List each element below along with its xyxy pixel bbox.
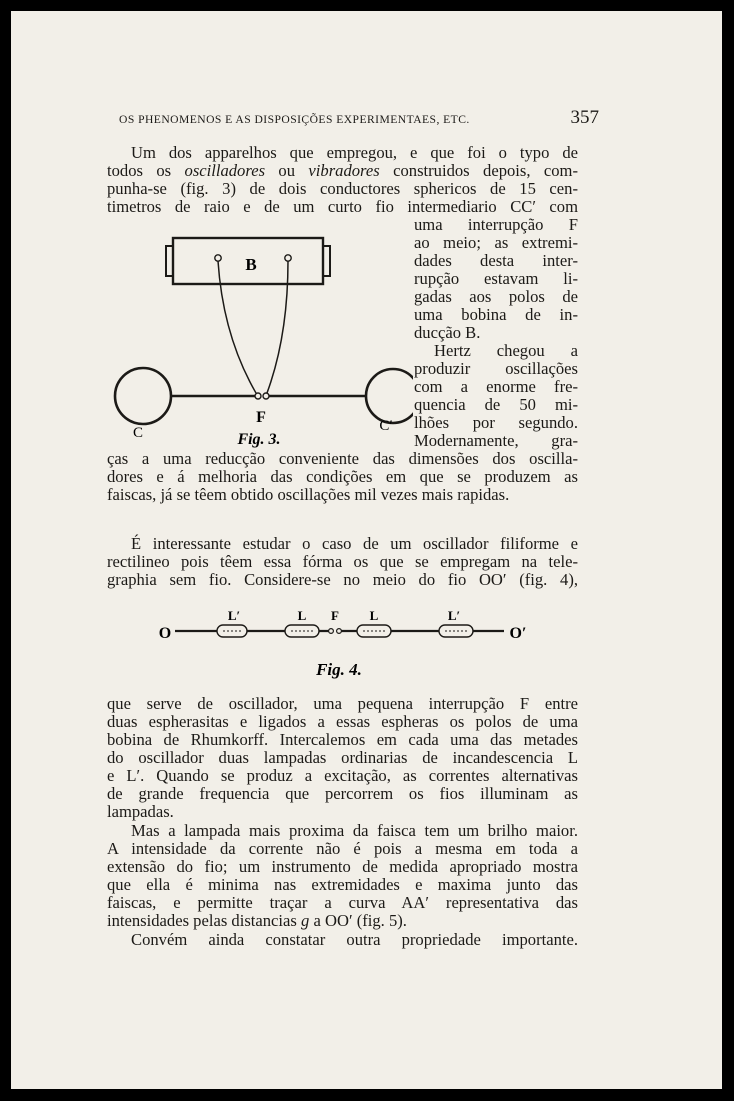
coil-terminal-right xyxy=(285,255,291,261)
end-o-label: O xyxy=(158,625,172,642)
figure-3-caption: Fig. 3. xyxy=(237,431,281,448)
para3-line2: duas espherasitas e ligados a essas espheras os polos de uma xyxy=(107,712,578,731)
figure-4-linear-oscillator xyxy=(157,611,557,691)
para1-narrow-13: Modernamente, gra- xyxy=(414,431,578,450)
para4-line2: A intensidade da corrente não é pois a mesma em toda a xyxy=(107,839,578,858)
para2-line3: graphia sem fio. Considere-se no meio do fio OO′ (fig. 4), xyxy=(107,570,578,589)
spark-ball-right xyxy=(263,393,269,399)
end-o-prime-label: O′ xyxy=(509,625,527,642)
para4-line1: Mas a lampada mais proxima da faisca tem um brilho maior. xyxy=(131,821,578,840)
para1-narrow-3: dades desta inter- xyxy=(414,251,578,270)
sphere-c-prime-label: C′ xyxy=(379,418,393,434)
para1-narrow-1: uma interrupção F xyxy=(414,215,578,234)
para4-line6 xyxy=(107,912,578,930)
running-header xyxy=(119,107,599,129)
book-page xyxy=(11,11,722,1089)
coil-label: B xyxy=(245,255,257,274)
lead-wire-right xyxy=(267,261,288,393)
italic-term: oscilladores xyxy=(184,161,266,180)
para3-line3: bobina de Rhumkorff. Intercalemos em cada uma das metades xyxy=(107,730,578,749)
italic-term: vibradores xyxy=(308,161,380,180)
sphere-c xyxy=(115,368,171,424)
para1-line4: timetros de raio e de um curto fio intermediario CC′ com xyxy=(107,197,578,216)
header-title: OS PHENOMENOS E AS DISPOSIÇÕES EXPERIMENTAES, ETC. xyxy=(119,113,470,126)
para1-narrow-10: com a enorme fre- xyxy=(414,377,578,396)
para3-line1: que serve de oscillador, uma pequena interrupção F entre xyxy=(107,694,578,713)
para1-narrow-6: uma bobina de in- xyxy=(414,305,578,324)
text-run: todos os xyxy=(107,161,185,180)
text-run: construidos depois, com- xyxy=(379,161,578,180)
italic-variable: g xyxy=(301,911,310,930)
spark-ball-right xyxy=(337,629,342,634)
para1-narrow-9: produzir oscillações xyxy=(414,359,578,378)
para1-narrow-12: lhões por segundo. xyxy=(414,413,578,432)
spark-ball-left xyxy=(255,393,261,399)
lamp-label: L xyxy=(297,611,307,623)
lamp-l-prime-right xyxy=(439,625,473,637)
lead-wire-left xyxy=(218,261,256,393)
sphere-c-prime xyxy=(366,369,413,423)
spark-gap-label: F xyxy=(256,409,266,426)
para1-line6: dores e á melhoria das condições em que se produzem as xyxy=(107,467,578,486)
text-run: ou xyxy=(265,161,309,180)
para1-narrow-8: Hertz chegou a xyxy=(434,341,578,360)
para1-line2 xyxy=(107,162,578,180)
lamp-label: L′ xyxy=(227,611,241,623)
para4-line3: extensão do fio; um instrumento de medida apropriado mostra xyxy=(107,857,578,876)
para1-line7: faiscas, já se têem obtido oscillações mil vezes mais rapidas. xyxy=(107,485,510,504)
spark-label: F xyxy=(331,611,339,623)
para1-narrow-4: rupção estavam li- xyxy=(414,269,578,288)
para3-line4: do oscillador duas lampadas ordinarias de incandescencia L xyxy=(107,748,578,767)
para1-narrow-11: quencia de 50 mi- xyxy=(414,395,578,414)
para1-narrow-2: ao meio; as extremi- xyxy=(414,233,578,252)
para1-line5: ças a uma reducção conveniente das dimensões dos oscilla- xyxy=(107,449,578,468)
page-number: 357 xyxy=(570,107,599,128)
para3-line6: de grande frequencia que percorrem os fios illuminam as xyxy=(107,784,578,803)
para2-line1: É interessante estudar o caso de um oscillador filiforme e xyxy=(131,534,578,553)
para3-line7: lampadas. xyxy=(107,802,174,821)
para1-narrow-5: gadas aos polos de xyxy=(414,287,578,306)
lamp-label: L′ xyxy=(447,611,461,623)
figure-3-oscillator xyxy=(103,226,413,456)
figure-4-caption: Fig. 4. xyxy=(316,660,362,679)
para4-line4: que ella é minima nas extremidades e maxima junto das xyxy=(107,875,578,894)
para4-line5: faiscas, e permitte traçar a curva AA′ representativa das xyxy=(107,893,578,912)
lamp-l-right xyxy=(357,625,391,637)
para3-line5: e L′. Quando se produz a excitação, as correntes alternativas xyxy=(107,766,578,785)
coil-terminal-left xyxy=(215,255,221,261)
spark-ball-left xyxy=(329,629,334,634)
para1-line1: Um dos apparelhos que empregou, e que foi o typo de xyxy=(131,143,578,162)
text-run: intensidades pelas distancias xyxy=(107,911,302,930)
para2-line2: rectilineo pois têem essa fórma os que se empregam na tele- xyxy=(107,552,578,571)
text-run: a OO′ (fig. 5). xyxy=(309,911,407,930)
lamp-l-left xyxy=(285,625,319,637)
para4-line7: Convém ainda constatar outra propriedade importante. xyxy=(131,930,578,949)
para1-line3: punha-se (fig. 3) de dois conductores sphericos de 15 cen- xyxy=(107,179,578,198)
sphere-c-label: C xyxy=(132,425,144,441)
para1-narrow-7: ducção B. xyxy=(414,323,481,342)
lamp-label: L xyxy=(369,611,379,623)
